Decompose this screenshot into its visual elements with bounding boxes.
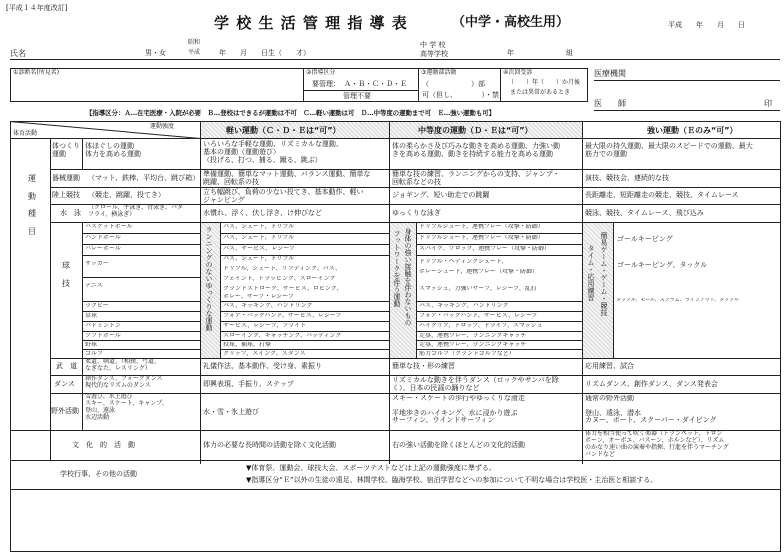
row-culture-mid: 右の強い活動を除くほとんどの文化的活動 bbox=[392, 441, 525, 449]
ball-mid-vertical: 身体の強い接触を伴わないもの bbox=[404, 228, 413, 326]
ball-mid-item: フォア・バックハンド、サービス、レシーブ bbox=[419, 313, 538, 319]
grade-field[interactable]: 年 bbox=[507, 49, 514, 57]
row-dance-sub: 創作ダンス、フォークダンス 現代的なリズムのダンス bbox=[85, 376, 163, 389]
ball-item: バドミントン bbox=[85, 323, 121, 329]
date-fields: 平成 年 月 日 bbox=[668, 21, 745, 29]
row-taitsukuri-sub: 体ほぐしの運動 体力を高める運動 bbox=[85, 142, 141, 159]
name-label: 氏名 bbox=[10, 49, 26, 58]
ball-item: ソフトボール bbox=[85, 333, 121, 339]
ball-light-item: ボレー、サーブ・レシーブ bbox=[223, 294, 295, 300]
mgmt-required: 要管理： bbox=[312, 80, 340, 88]
ball-item: 卓球 bbox=[85, 313, 98, 319]
hospital-label: 医療機関 bbox=[594, 69, 626, 78]
row-kikai: 器械運動 bbox=[52, 174, 80, 182]
row-budo-light: 礼儀作法、基本動作、受け身、素振り bbox=[203, 362, 322, 370]
visit-field[interactable]: （ ）年（ ）か月後 bbox=[508, 79, 581, 86]
row-rikujo-mid: ジョギング、短い助走での跳躍 bbox=[392, 191, 490, 199]
row-culture-strong: 体力を相当使って吹く楽器（トランペット、トロン ボーン、オーボエ、バスーン、ホルンなど）、リズム のかなり速い曲の演奏や指揮、行進を伴うマーチング バンドなど bbox=[585, 431, 729, 458]
row-outdoor-sub: 雪遊び、氷上遊び スキー、スケート、キャンプ、 登山、遠泳 水辺活動 bbox=[85, 394, 168, 421]
row-taitsukuri-light: いろいろな手軽な運動、リズミカルな運動、 基本の運動（運動遊び） （投げる、打つ、捕る、蹴る、跳ぶ） bbox=[203, 140, 343, 165]
row-dance-light: 即興表現、手振り、ステップ bbox=[203, 380, 294, 388]
ball-strong-item: タックル、モール、スクラム、ラインアウト、タックル bbox=[616, 298, 740, 303]
ball-strong-item: ゴールキーピング bbox=[617, 235, 673, 243]
corner-top: 運動強度 bbox=[150, 123, 175, 130]
ball-mid-item: ドリブルシュート、連携プレー（攻撃・防御） bbox=[419, 224, 544, 230]
row-suiei-mid: ゆっくりな泳ぎ bbox=[392, 209, 441, 217]
row-budo-sub: 柔道、剣道、（相撲、弓道、 なぎなた、レスリング） bbox=[85, 359, 161, 372]
row-rikujo-strong: 長距離走、短距離走の競走、競技、タイムレース bbox=[585, 191, 739, 199]
visit-note: または異常があるとき bbox=[510, 89, 571, 96]
ball-strong-vertical-2: タイム・応用練習 bbox=[587, 245, 596, 301]
mgmt-label: ②指導区分 bbox=[306, 69, 336, 76]
ball-light-item: スローイング、キャッチング、バッティング bbox=[223, 333, 342, 339]
events-note-2: ▼指導区分“Ｅ”以外の生徒の遠足、林間学校、臨海学校、宿泊学習などへの参加について不明な場合は学校医・主治医と相談する。 bbox=[246, 476, 658, 484]
row-rikujo-sub: （競走、跳躍、投てき） bbox=[88, 191, 165, 199]
ball-item: テニス bbox=[85, 283, 103, 289]
revision-label: [平成１４年度改訂] bbox=[6, 4, 68, 12]
ball-mid-item: スマッシュ、力強いサーブ、レシーブ、乱打 bbox=[419, 286, 537, 292]
ball-light-item: ドリブル、シュート、リフティング、パス、 bbox=[223, 266, 341, 272]
ball-mid-item: パス、キッキング、ハンドリング bbox=[419, 303, 509, 309]
col-strong: 強い運動（Ｅのみ“可”） bbox=[647, 126, 738, 135]
section-sport: 運 動 種 目 bbox=[28, 174, 36, 236]
row-dance-strong: リズムダンス、創作ダンス、ダンス発表会 bbox=[585, 380, 718, 388]
col-light: 軽い運動（Ｃ・Ｄ・Ｅは“可”） bbox=[226, 126, 341, 135]
row-suiei-strong: 競泳、競技、タイムレース、飛び込み bbox=[585, 209, 704, 217]
row-taitsukuri-mid: 体の柔らかさ及び巧みな動きを高める運動、力強い動 きを高める運動、動きを持続する能力を高める運動 bbox=[392, 142, 560, 159]
ball-light-item: サービス、レシーブ、フライト bbox=[223, 323, 307, 329]
col-mid: 中等度の運動（Ｄ・Ｅは“可”） bbox=[418, 126, 533, 135]
ball-items bbox=[83, 223, 200, 358]
row-budo-strong: 応用練習、試合 bbox=[585, 362, 634, 370]
school-high: 高等学校 bbox=[420, 50, 448, 58]
club-field[interactable]: （ ）部 bbox=[422, 80, 485, 88]
school-junior: 中 学 校 bbox=[420, 41, 446, 49]
row-kikai-mid: 簡単な技の練習、ランニングからの支持、ジャンプ・ 回転系などの技 bbox=[392, 170, 560, 187]
info-boxes bbox=[10, 68, 588, 102]
row-budo-mid: 簡単な技・形の練習 bbox=[392, 362, 455, 370]
row-rikujo-light: 立ち幅跳び、負荷の少ない投てき、基本動作、軽い ジャンピング bbox=[203, 188, 364, 205]
row-taitsukuri: 体つくり 運動 bbox=[52, 142, 80, 159]
mgmt-grades[interactable]: Ａ・Ｂ・Ｃ・Ｄ・Ｅ bbox=[344, 80, 407, 88]
ball-item: サッカー bbox=[85, 261, 109, 267]
row-events: 学校行事、その他の活動 bbox=[60, 470, 137, 478]
row-culture: 文 化 的 活 動 bbox=[72, 441, 135, 449]
ball-item: ゴルフ bbox=[85, 351, 104, 357]
ball-light-item: 投球、捕球、打撃 bbox=[223, 342, 272, 348]
ball-light-item: パス、シュート、ドリブル bbox=[223, 224, 295, 230]
ball-item: バスケットボール bbox=[85, 224, 133, 230]
club-allowed[interactable]: 可（但し、 ）・禁 bbox=[422, 91, 499, 99]
ball-light-item: グリップ、スイング、スタンス bbox=[223, 351, 306, 357]
ball-strong-item: ゴールキーピング、タックル bbox=[617, 261, 708, 269]
ball-mid-item: ドリブルシュート、連携プレー（攻撃・防御） bbox=[419, 235, 544, 241]
row-rikujo: 陸上競技 bbox=[52, 191, 80, 199]
ball-mid-item: 走塁、連携プレー、ランニングキャッチ bbox=[419, 342, 527, 348]
ball-item: 野球 bbox=[85, 342, 98, 348]
notes-area[interactable] bbox=[11, 490, 780, 551]
row-outdoor-mid: スキー・スケートの歩行やゆっくりな滑走 平地歩きのハイキング、水に浸かり遊ぶ サーフィン、ウインドサーフィン bbox=[392, 395, 525, 425]
class-field[interactable]: 組 bbox=[566, 49, 573, 57]
page-subtitle: （中学・高校生用） bbox=[452, 15, 570, 30]
doctor-label: 医 師 bbox=[594, 99, 626, 108]
ball-mid-item: 走塁、連携プレー、ランニングキャッチ bbox=[419, 333, 527, 339]
ball-mid-item: ハイクリア、ドロップ、ドライブ、スマッシュ bbox=[419, 323, 543, 329]
row-suiei-light: 水慣れ、浮く、伏し浮き、け伸びなど bbox=[203, 209, 322, 217]
ball-light-item: パス、サービス、レシーブ bbox=[223, 246, 295, 252]
sex-field[interactable]: 男・女 bbox=[145, 49, 166, 57]
visit-label: ④次回受診 bbox=[503, 69, 533, 76]
ball-light-vertical: ランニングのないゆっくりな運動 bbox=[205, 226, 214, 331]
ball-mid-item: ドリブル・ヘディングシュート、 bbox=[419, 259, 508, 265]
seal-label: 印 bbox=[764, 99, 772, 108]
ball-label: 球 技 bbox=[62, 261, 70, 288]
row-taitsukuri-strong: 最大限の持久運動、最大限のスピードでの運動、最大 筋力での運動 bbox=[585, 142, 753, 159]
ball-item: ハンドボール bbox=[85, 235, 121, 241]
ball-strong-vertical: 簡易ゲーム・ゲーム・競技 bbox=[600, 232, 609, 316]
ball-light-item: グランドストローク、サービス、ロビング、 bbox=[223, 286, 343, 292]
corner-bottom: 体育活動 bbox=[13, 130, 38, 137]
ball-mid-item: スパイク、ブロック、連携プレー（攻撃・防御） bbox=[419, 246, 551, 252]
ball-mid-item: ボレーシュート、連携プレー（攻撃・防御） bbox=[419, 269, 538, 275]
ball-light-item: パス、シュート、ドリブル bbox=[223, 235, 295, 241]
row-budo: 武 道 bbox=[56, 362, 77, 370]
ball-light-item: パス、キッキング、ハンドリング bbox=[223, 303, 313, 309]
row-suiei-sub: （クロール、平泳ぎ、背泳ぎ、バタ フライ、横泳ぎ） bbox=[88, 205, 183, 218]
ball-light-item: フォア・バックハンド、サービス、レシーブ bbox=[223, 313, 342, 319]
page-title: 学 校 生 活 管 理 指 導 表 bbox=[214, 14, 408, 32]
club-label: ③運動部活動 bbox=[421, 69, 457, 76]
row-outdoor-light: 水・雪・氷上遊び bbox=[203, 408, 259, 416]
era-showa: 昭和 bbox=[188, 39, 201, 46]
mgmt-none[interactable]: 管理不要 bbox=[343, 92, 371, 100]
row-outdoor: 野外活動 bbox=[51, 407, 79, 415]
era-heisei: 平成 bbox=[188, 49, 201, 56]
ball-light-item: パス、シュート、ドリブル bbox=[223, 256, 295, 262]
ball-light-item: フェイント、トラッピング、スローイング bbox=[223, 276, 336, 282]
legend: 【指導区分：Ａ…在宅医療・入院が必要 Ｂ…登校はできるが運動は不可 Ｃ…軽い運動は可 Ｄ…中等度の運動まで可 Ｅ…強い運動も可】 bbox=[86, 109, 495, 117]
row-kikai-sub: （マット、鉄棒、平均台、跳び箱） bbox=[88, 174, 200, 182]
ball-item: バレーボール bbox=[85, 246, 121, 252]
ball-item: ラグビー bbox=[85, 303, 109, 309]
ball-mid-vertical-2: フットワークを伴う運動 bbox=[393, 230, 402, 307]
row-kikai-strong: 演技、競技会、連続的な技 bbox=[585, 174, 669, 182]
row-dance-mid: リズミカルな動きを伴うダンス（ロックやサンバを除 く）、日本の民謡の踊りなど bbox=[392, 376, 559, 393]
row-culture-light: 体力の必要な長時間の活動を除く文化活動 bbox=[203, 441, 336, 449]
row-outdoor-strong: 通常の野外活動 登山、遠泳、潜水 カヌー、ボート、スクーバー・ダイビング bbox=[585, 395, 717, 425]
ball-mid-item: 筋力ゴルフ（グランドゴルフなど） bbox=[419, 351, 515, 357]
row-suiei: 水 泳 bbox=[60, 209, 81, 217]
events-note-1: ▼体育祭、運動会、球技大会、スポーツテストなどは上記の運動強度に準ずる。 bbox=[246, 464, 496, 472]
diagnosis-box[interactable]: ①診断名(所見名) bbox=[13, 69, 60, 76]
row-kikai-light: 準備運動、簡単なマット運動、バランス運動、簡単な 跳躍、回転系の技 bbox=[203, 170, 371, 187]
row-dance: ダンス bbox=[54, 380, 75, 388]
dob-field[interactable]: 年 月 日生（ 才） bbox=[205, 49, 310, 57]
